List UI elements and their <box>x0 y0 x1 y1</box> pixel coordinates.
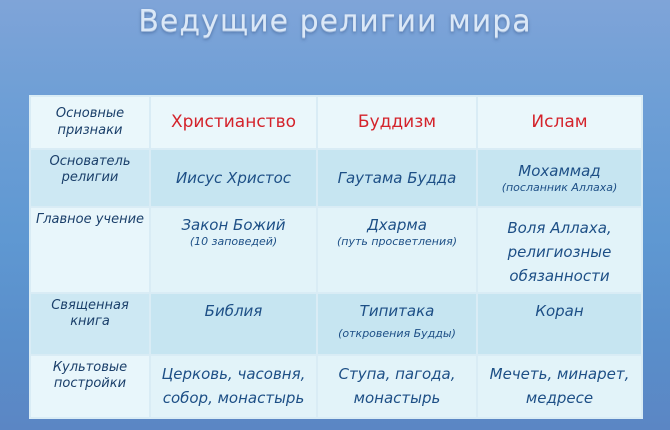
row-label-teaching: Главное учение <box>30 207 150 293</box>
cell-main: Гаутама Будда <box>337 168 457 187</box>
table-cell <box>150 207 317 293</box>
cell-main: Мечеть, минарет, медресе <box>489 365 630 407</box>
cell-main: Церковь, часовня, собор, монастырь <box>161 365 306 407</box>
table-cell <box>150 355 317 418</box>
cell-sub: (посланник Аллаха) <box>501 180 618 194</box>
page-title: Ведущие религии мира <box>138 4 532 39</box>
cell-main: Библия <box>204 302 263 320</box>
table-cell <box>317 293 477 355</box>
header-christianity: Христианство <box>150 96 317 149</box>
row-label-founder: Основатель религии <box>30 149 150 207</box>
header-islam: Ислам <box>477 96 642 149</box>
table-row <box>30 207 642 293</box>
table-cell <box>150 149 317 207</box>
header-feature-cell: Основные признаки <box>30 96 150 149</box>
cell-main: Типитака <box>359 302 435 320</box>
table-cell <box>477 207 642 293</box>
table-row <box>30 293 642 355</box>
header-row <box>30 96 642 149</box>
cell-main: Закон Божий <box>181 216 286 234</box>
table-cell <box>317 207 477 293</box>
cell-main: Воля Аллаха, религиозные обязанности <box>507 219 612 285</box>
table-row <box>30 355 642 418</box>
cell-sub: (путь просветления) <box>336 234 458 248</box>
cell-sub: (откровения Будды) <box>338 326 456 340</box>
row-label-buildings: Культовые постройки <box>30 355 150 418</box>
cell-main: Мохаммад <box>518 161 601 180</box>
table-cell <box>317 149 477 207</box>
cell-main: Коран <box>535 302 584 320</box>
table-cell <box>317 355 477 418</box>
religions-table <box>29 95 643 419</box>
cell-main: Ступа, пагода, монастырь <box>338 365 456 407</box>
cell-main: Дхарма <box>367 216 427 234</box>
cell-sub: (10 заповедей) <box>189 234 278 248</box>
table-cell <box>477 149 642 207</box>
table-cell <box>150 293 317 355</box>
table-cell <box>477 355 642 418</box>
row-label-book: Священная книга <box>30 293 150 355</box>
table-cell <box>477 293 642 355</box>
table-row <box>30 149 642 207</box>
cell-main: Иисус Христос <box>175 168 292 187</box>
header-buddhism: Буддизм <box>317 96 477 149</box>
